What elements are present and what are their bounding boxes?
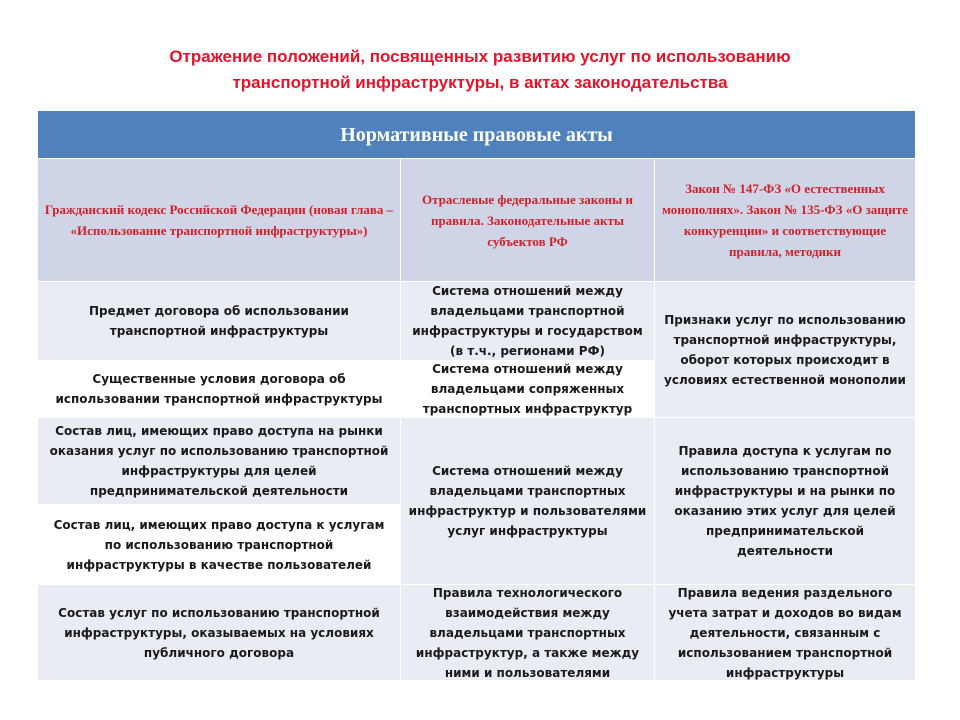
table-header: Нормативные правовые акты (38, 111, 915, 158)
table-cell: Правила ведения раздельного учета затрат и доходов во видам деятельности, связанным с использованием транспортной инфраструктуры (655, 584, 915, 680)
table-cell: Состав услуг по использованию транспортной инфраструктуры, оказываемых на условиях публичного договора (38, 584, 400, 680)
slide-title (40, 44, 920, 96)
table-cell: Система отношений между владельцами сопряженных транспортных инфраструктур (401, 360, 654, 417)
table-cell: Правила доступа к услугам по использованию транспортной инфраструктуры и на рынки по оказанию этих услуг для целей предпринимательской деятельности (655, 417, 915, 584)
table-cell: Система отношений между владельцами транспортной инфраструктуры и государством (в т.ч., регионами РФ) (401, 281, 654, 360)
subheader-federal-laws: Отраслевые федеральные законы и правила. Законодательные акты субъектов РФ (401, 158, 654, 281)
table-cell: Состав лиц, имеющих право доступа к услугам по использованию транспортной инфраструктуры в качестве пользователей (38, 504, 400, 584)
table-cell: Правила технологического взаимодействия между владельцами транспортных инфраструктур, а также между ними и пользователями (401, 584, 654, 680)
table-cell: Признаки услуг по использованию транспортной инфраструктуры, оборот которых происходит в условиях естественной монополии (655, 281, 915, 417)
slide-title-line-2: транспортной инфраструктуры, в актах законодательства (232, 73, 728, 92)
slide-title-line-1: Отражение положений, посвященных развитию услуг по использованию (169, 47, 791, 66)
table-cell: Система отношений между владельцами транспортных инфраструктур и пользователями услуг инфраструктуры (401, 417, 654, 584)
subheader-monopoly-laws: Закон № 147-ФЗ «О естественных монополиях». Закон № 135-ФЗ «О защите конкуренции» и соответствующие правила, методики (655, 158, 915, 281)
table-cell: Предмет договора об использовании транспортной инфраструктуры (38, 281, 400, 360)
legal-acts-table (38, 111, 914, 680)
table-cell: Существенные условия договора об использовании транспортной инфраструктуры (38, 360, 400, 417)
subheader-civil-code: Гражданский кодекс Российской Федерации (новая глава – «Использование транспортной инфраструктуры») (38, 158, 400, 281)
table-cell: Состав лиц, имеющих право доступа на рынки оказания услуг по использованию транспортной инфраструктуры для целей предпринимательской деятельности (38, 417, 400, 504)
